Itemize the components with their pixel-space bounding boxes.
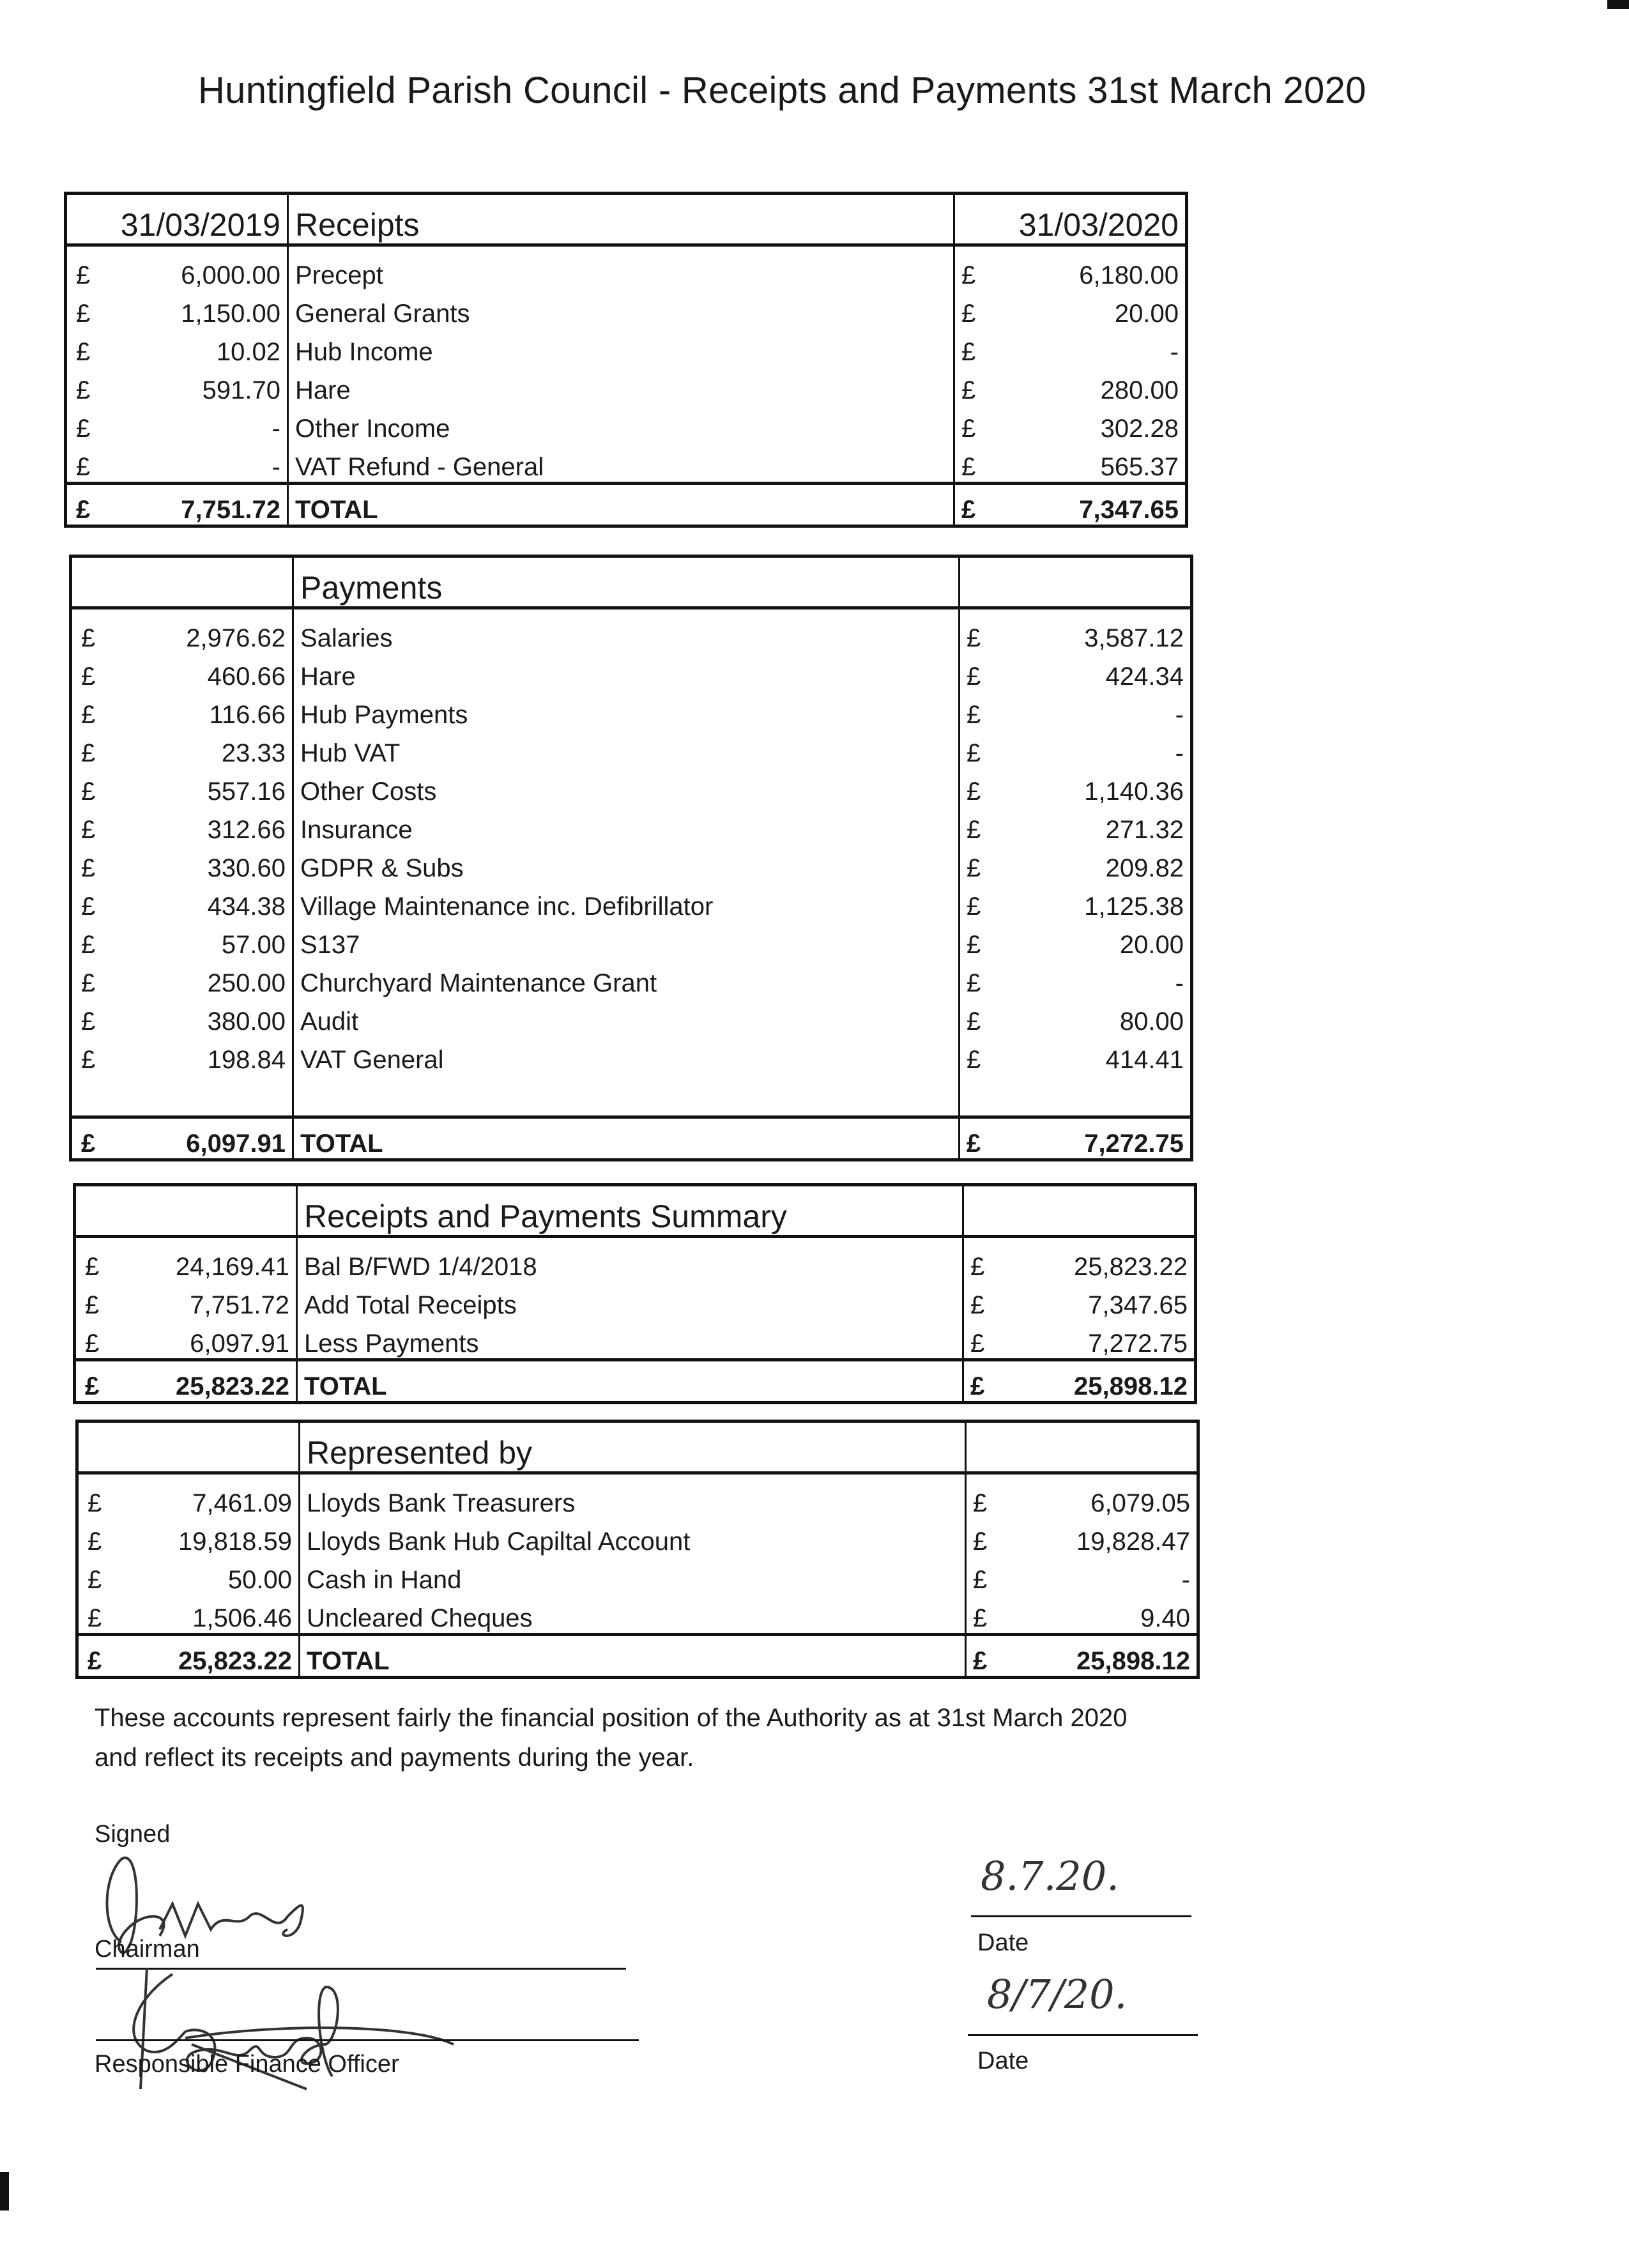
- table-row: [71, 921, 1192, 960]
- row-label: VAT General: [293, 1036, 960, 1075]
- currency-symbol: £: [76, 261, 91, 289]
- currency-symbol: £: [961, 261, 976, 289]
- current-year-amount: -: [1181, 1566, 1190, 1594]
- current-year-amount: 3,587.12: [1084, 624, 1184, 652]
- table-row: [75, 1320, 1196, 1360]
- currency-symbol: £: [81, 1046, 96, 1074]
- represented-heading: Represented by: [300, 1421, 966, 1473]
- row-label: VAT Refund - General: [288, 443, 954, 484]
- currency-symbol: £: [967, 701, 981, 729]
- row-label: Churchyard Maintenance Grant: [293, 960, 960, 998]
- current-year-amount: 20.00: [1119, 931, 1184, 959]
- currency-symbol: £: [81, 739, 96, 767]
- current-year-amount: 7,272.75: [1088, 1329, 1188, 1358]
- currency-symbol: £: [973, 1489, 988, 1517]
- currency-symbol: £: [66, 484, 121, 526]
- currency-symbol: £: [88, 1528, 102, 1556]
- currency-symbol: £: [81, 1008, 96, 1036]
- row-label: Insurance: [293, 806, 960, 845]
- prior-year-amount: 6,000.00: [121, 245, 288, 291]
- currency-symbol: £: [76, 453, 91, 481]
- certification-statement: [95, 1698, 1244, 1777]
- page-title: Huntingfield Parish Council - Receipts and Payments 31st March 2020: [198, 70, 1366, 111]
- prior-year-amount: 460.66: [126, 653, 293, 691]
- total-label: TOTAL: [288, 484, 954, 526]
- currency-symbol: £: [970, 1291, 985, 1319]
- total-row: [71, 1117, 1192, 1160]
- row-label: Hub VAT: [293, 730, 960, 768]
- summary-rows: [75, 1237, 1196, 1403]
- represented-rows: [77, 1473, 1198, 1678]
- currency-symbol: £: [967, 931, 981, 959]
- statement-line-2: and reflect its receipts and payments during the year.: [95, 1743, 694, 1772]
- currency-symbol: £: [88, 1604, 102, 1632]
- row-label: Cash in Hand: [300, 1556, 966, 1595]
- table-row: [71, 608, 1192, 654]
- current-year-amount: 414.41: [1105, 1046, 1184, 1074]
- current-year-amount: 6,180.00: [1079, 261, 1179, 289]
- prior-year-amount: 24,169.41: [130, 1237, 297, 1282]
- table-row: [77, 1556, 1198, 1595]
- currency-symbol: £: [961, 453, 976, 481]
- currency-symbol: £: [973, 1604, 988, 1632]
- current-year-total: 25,898.12: [1021, 1360, 1196, 1403]
- receipts-heading: Receipts: [288, 194, 954, 245]
- current-year-amount: 280.00: [1100, 376, 1179, 404]
- total-label: TOTAL: [300, 1635, 966, 1678]
- prior-year-amount: 19,818.59: [132, 1518, 300, 1556]
- rfo-date-value: 8/7/20.: [987, 1971, 1128, 2018]
- table-row: [71, 730, 1192, 768]
- signed-label: Signed: [95, 1821, 171, 1848]
- current-year-amount: 9.40: [1140, 1604, 1190, 1632]
- current-year-amount: -: [1175, 701, 1184, 729]
- table-header-row: [66, 194, 1187, 245]
- current-year-amount: 20.00: [1114, 300, 1179, 328]
- table-row: [66, 367, 1187, 405]
- current-year-amount: 271.32: [1105, 816, 1184, 844]
- table-row: [66, 443, 1187, 484]
- prior-year-amount: 10.02: [121, 328, 288, 367]
- current-year-amount: 25,823.22: [1074, 1253, 1188, 1281]
- prior-year-total: 6,097.91: [126, 1117, 293, 1160]
- row-label: Village Maintenance inc. Defibrillator: [293, 883, 960, 921]
- prior-year-amount: 7,751.72: [130, 1282, 297, 1320]
- prior-year-amount: 50.00: [132, 1556, 300, 1595]
- currency-symbol: £: [76, 376, 91, 404]
- currency-symbol: £: [967, 893, 981, 921]
- currency-symbol: £: [967, 778, 981, 806]
- row-label: Hub Income: [288, 328, 954, 367]
- currency-symbol: £: [88, 1566, 102, 1594]
- table-row: [71, 1036, 1192, 1075]
- currency-symbol: £: [85, 1253, 100, 1281]
- table-row: [66, 290, 1187, 328]
- table-row: [71, 883, 1192, 921]
- represented-by-table: [75, 1420, 1200, 1679]
- currency-symbol: £: [967, 1046, 981, 1074]
- currency-symbol: £: [954, 484, 1013, 526]
- prior-year-header: 31/03/2019: [66, 194, 288, 245]
- row-label: Lloyds Bank Hub Capiltal Account: [300, 1518, 966, 1556]
- total-label: TOTAL: [297, 1360, 963, 1403]
- row-label: Uncleared Cheques: [300, 1595, 966, 1635]
- current-year-amount: 1,140.36: [1084, 778, 1184, 806]
- current-year-amount: 1,125.38: [1084, 893, 1184, 921]
- statement-line-1: These accounts represent fairly the financial position of the Authority as at 31st March 2020: [95, 1704, 1128, 1732]
- table-row: [71, 806, 1192, 845]
- current-year-amount: 565.37: [1100, 453, 1179, 481]
- prior-year-amount: 2,976.62: [126, 608, 293, 654]
- currency-symbol: £: [71, 1117, 126, 1160]
- rfo-signature-line: [96, 2039, 639, 2041]
- table-row: [71, 960, 1192, 998]
- current-year-amount: 424.34: [1105, 663, 1184, 691]
- table-row: [77, 1518, 1198, 1556]
- table-header-row: [71, 556, 1192, 608]
- currency-symbol: £: [961, 300, 976, 328]
- currency-symbol: £: [76, 415, 91, 443]
- currency-symbol: £: [76, 338, 91, 366]
- scan-edge-mark: [0, 2172, 9, 2211]
- row-label: Less Payments: [297, 1320, 963, 1360]
- currency-symbol: £: [75, 1360, 130, 1403]
- summary-heading: Receipts and Payments Summary: [297, 1185, 963, 1237]
- prior-year-amount: 250.00: [126, 960, 293, 998]
- current-year-total: 7,347.65: [1013, 484, 1187, 526]
- current-year-amount: 6,079.05: [1090, 1489, 1190, 1517]
- row-label: GDPR & Subs: [293, 845, 960, 883]
- currency-symbol: £: [967, 624, 981, 652]
- currency-symbol: £: [81, 893, 96, 921]
- chairman-date-label: Date: [977, 1929, 1029, 1956]
- currency-symbol: £: [81, 701, 96, 729]
- current-year-amount: 7,347.65: [1088, 1291, 1188, 1319]
- currency-symbol: £: [81, 624, 96, 652]
- prior-year-amount: 198.84: [126, 1036, 293, 1075]
- currency-symbol: £: [85, 1329, 100, 1358]
- row-label: Bal B/FWD 1/4/2018: [297, 1237, 963, 1282]
- current-year-total: 7,272.75: [1018, 1117, 1192, 1160]
- row-label: Lloyds Bank Treasurers: [300, 1473, 966, 1519]
- payments-table: [69, 555, 1193, 1161]
- table-row: [66, 405, 1187, 443]
- rfo-date-label: Date: [977, 2048, 1029, 2074]
- receipts-rows: [66, 245, 1187, 526]
- spacer-row: [71, 1075, 1192, 1117]
- currency-symbol: £: [963, 1360, 1022, 1403]
- row-label: Hare: [293, 653, 960, 691]
- currency-symbol: £: [81, 663, 96, 691]
- summary-table: [73, 1183, 1197, 1404]
- currency-symbol: £: [973, 1566, 988, 1594]
- prior-year-amount: 23.33: [126, 730, 293, 768]
- prior-year-total: 25,823.22: [130, 1360, 297, 1403]
- table-row: [71, 998, 1192, 1036]
- prior-year-amount: 1,150.00: [121, 290, 288, 328]
- prior-year-total: 7,751.72: [121, 484, 288, 526]
- currency-symbol: £: [961, 338, 976, 366]
- payments-rows: [71, 608, 1192, 1160]
- currency-symbol: £: [961, 415, 976, 443]
- prior-year-amount: 116.66: [126, 691, 293, 730]
- row-label: Add Total Receipts: [297, 1282, 963, 1320]
- row-label: Salaries: [293, 608, 960, 654]
- table-row: [75, 1282, 1196, 1320]
- current-year-amount: 302.28: [1100, 415, 1179, 443]
- table-row: [77, 1595, 1198, 1635]
- total-row: [75, 1360, 1196, 1403]
- currency-symbol: £: [966, 1635, 1025, 1678]
- currency-symbol: £: [81, 969, 96, 997]
- row-label: S137: [293, 921, 960, 960]
- table-row: [71, 691, 1192, 730]
- row-label: Other Income: [288, 405, 954, 443]
- prior-year-amount: 557.16: [126, 768, 293, 806]
- currency-symbol: £: [77, 1635, 133, 1678]
- currency-symbol: £: [967, 854, 981, 882]
- currency-symbol: £: [967, 1008, 981, 1036]
- prior-year-amount: 57.00: [126, 921, 293, 960]
- currency-symbol: £: [81, 931, 96, 959]
- table-header-row: [77, 1421, 1198, 1473]
- currency-symbol: £: [967, 663, 981, 691]
- total-row: [77, 1635, 1198, 1678]
- prior-year-amount: 1,506.46: [132, 1595, 300, 1635]
- table-header-row: [75, 1185, 1196, 1237]
- prior-year-amount: 7,461.09: [132, 1473, 300, 1519]
- currency-symbol: £: [85, 1291, 100, 1319]
- currency-symbol: £: [88, 1489, 102, 1517]
- rfo-label: Responsible Finance Officer: [95, 2051, 399, 2078]
- prior-year-amount: -: [121, 405, 288, 443]
- currency-symbol: £: [967, 816, 981, 844]
- currency-symbol: £: [960, 1117, 1018, 1160]
- currency-symbol: £: [970, 1329, 985, 1358]
- prior-year-total: 25,823.22: [132, 1635, 300, 1678]
- prior-year-amount: 330.60: [126, 845, 293, 883]
- currency-symbol: £: [81, 854, 96, 882]
- currency-symbol: £: [973, 1528, 988, 1556]
- prior-year-amount: -: [121, 443, 288, 484]
- prior-year-amount: 6,097.91: [130, 1320, 297, 1360]
- current-year-amount: 80.00: [1119, 1008, 1184, 1036]
- row-label: Audit: [293, 998, 960, 1036]
- table-row: [71, 768, 1192, 806]
- total-label: TOTAL: [293, 1117, 960, 1160]
- receipts-table: [64, 192, 1188, 528]
- chairman-date-value: 8.7.20.: [981, 1853, 1119, 1899]
- prior-year-amount: 591.70: [121, 367, 288, 405]
- row-label: Precept: [288, 245, 954, 291]
- currency-symbol: £: [81, 816, 96, 844]
- table-row: [77, 1473, 1198, 1519]
- row-label: Other Costs: [293, 768, 960, 806]
- payments-heading: Payments: [293, 556, 960, 608]
- currency-symbol: £: [967, 739, 981, 767]
- current-year-amount: 19,828.47: [1076, 1528, 1190, 1556]
- currency-symbol: £: [970, 1253, 985, 1281]
- current-year-amount: 209.82: [1105, 854, 1184, 882]
- prior-year-amount: 380.00: [126, 998, 293, 1036]
- chairman-date-line: [971, 1915, 1191, 1917]
- currency-symbol: £: [967, 969, 981, 997]
- currency-symbol: £: [961, 376, 976, 404]
- row-label: General Grants: [288, 290, 954, 328]
- current-year-amount: -: [1175, 739, 1184, 767]
- table-row: [71, 653, 1192, 691]
- table-row: [66, 245, 1187, 291]
- currency-symbol: £: [76, 300, 91, 328]
- currency-symbol: £: [81, 778, 96, 806]
- table-row: [75, 1237, 1196, 1282]
- current-year-total: 25,898.12: [1024, 1635, 1198, 1678]
- row-label: Hub Payments: [293, 691, 960, 730]
- total-row: [66, 484, 1187, 526]
- chairman-label: Chairman: [95, 1936, 200, 1963]
- current-year-amount: -: [1170, 338, 1179, 366]
- scan-corner-mark: [1607, 0, 1629, 9]
- prior-year-amount: 312.66: [126, 806, 293, 845]
- row-label: Hare: [288, 367, 954, 405]
- current-year-amount: -: [1175, 969, 1184, 997]
- table-row: [71, 845, 1192, 883]
- table-row: [66, 328, 1187, 367]
- rfo-date-line: [968, 2034, 1198, 2036]
- prior-year-amount: 434.38: [126, 883, 293, 921]
- current-year-header: 31/03/2020: [954, 194, 1187, 245]
